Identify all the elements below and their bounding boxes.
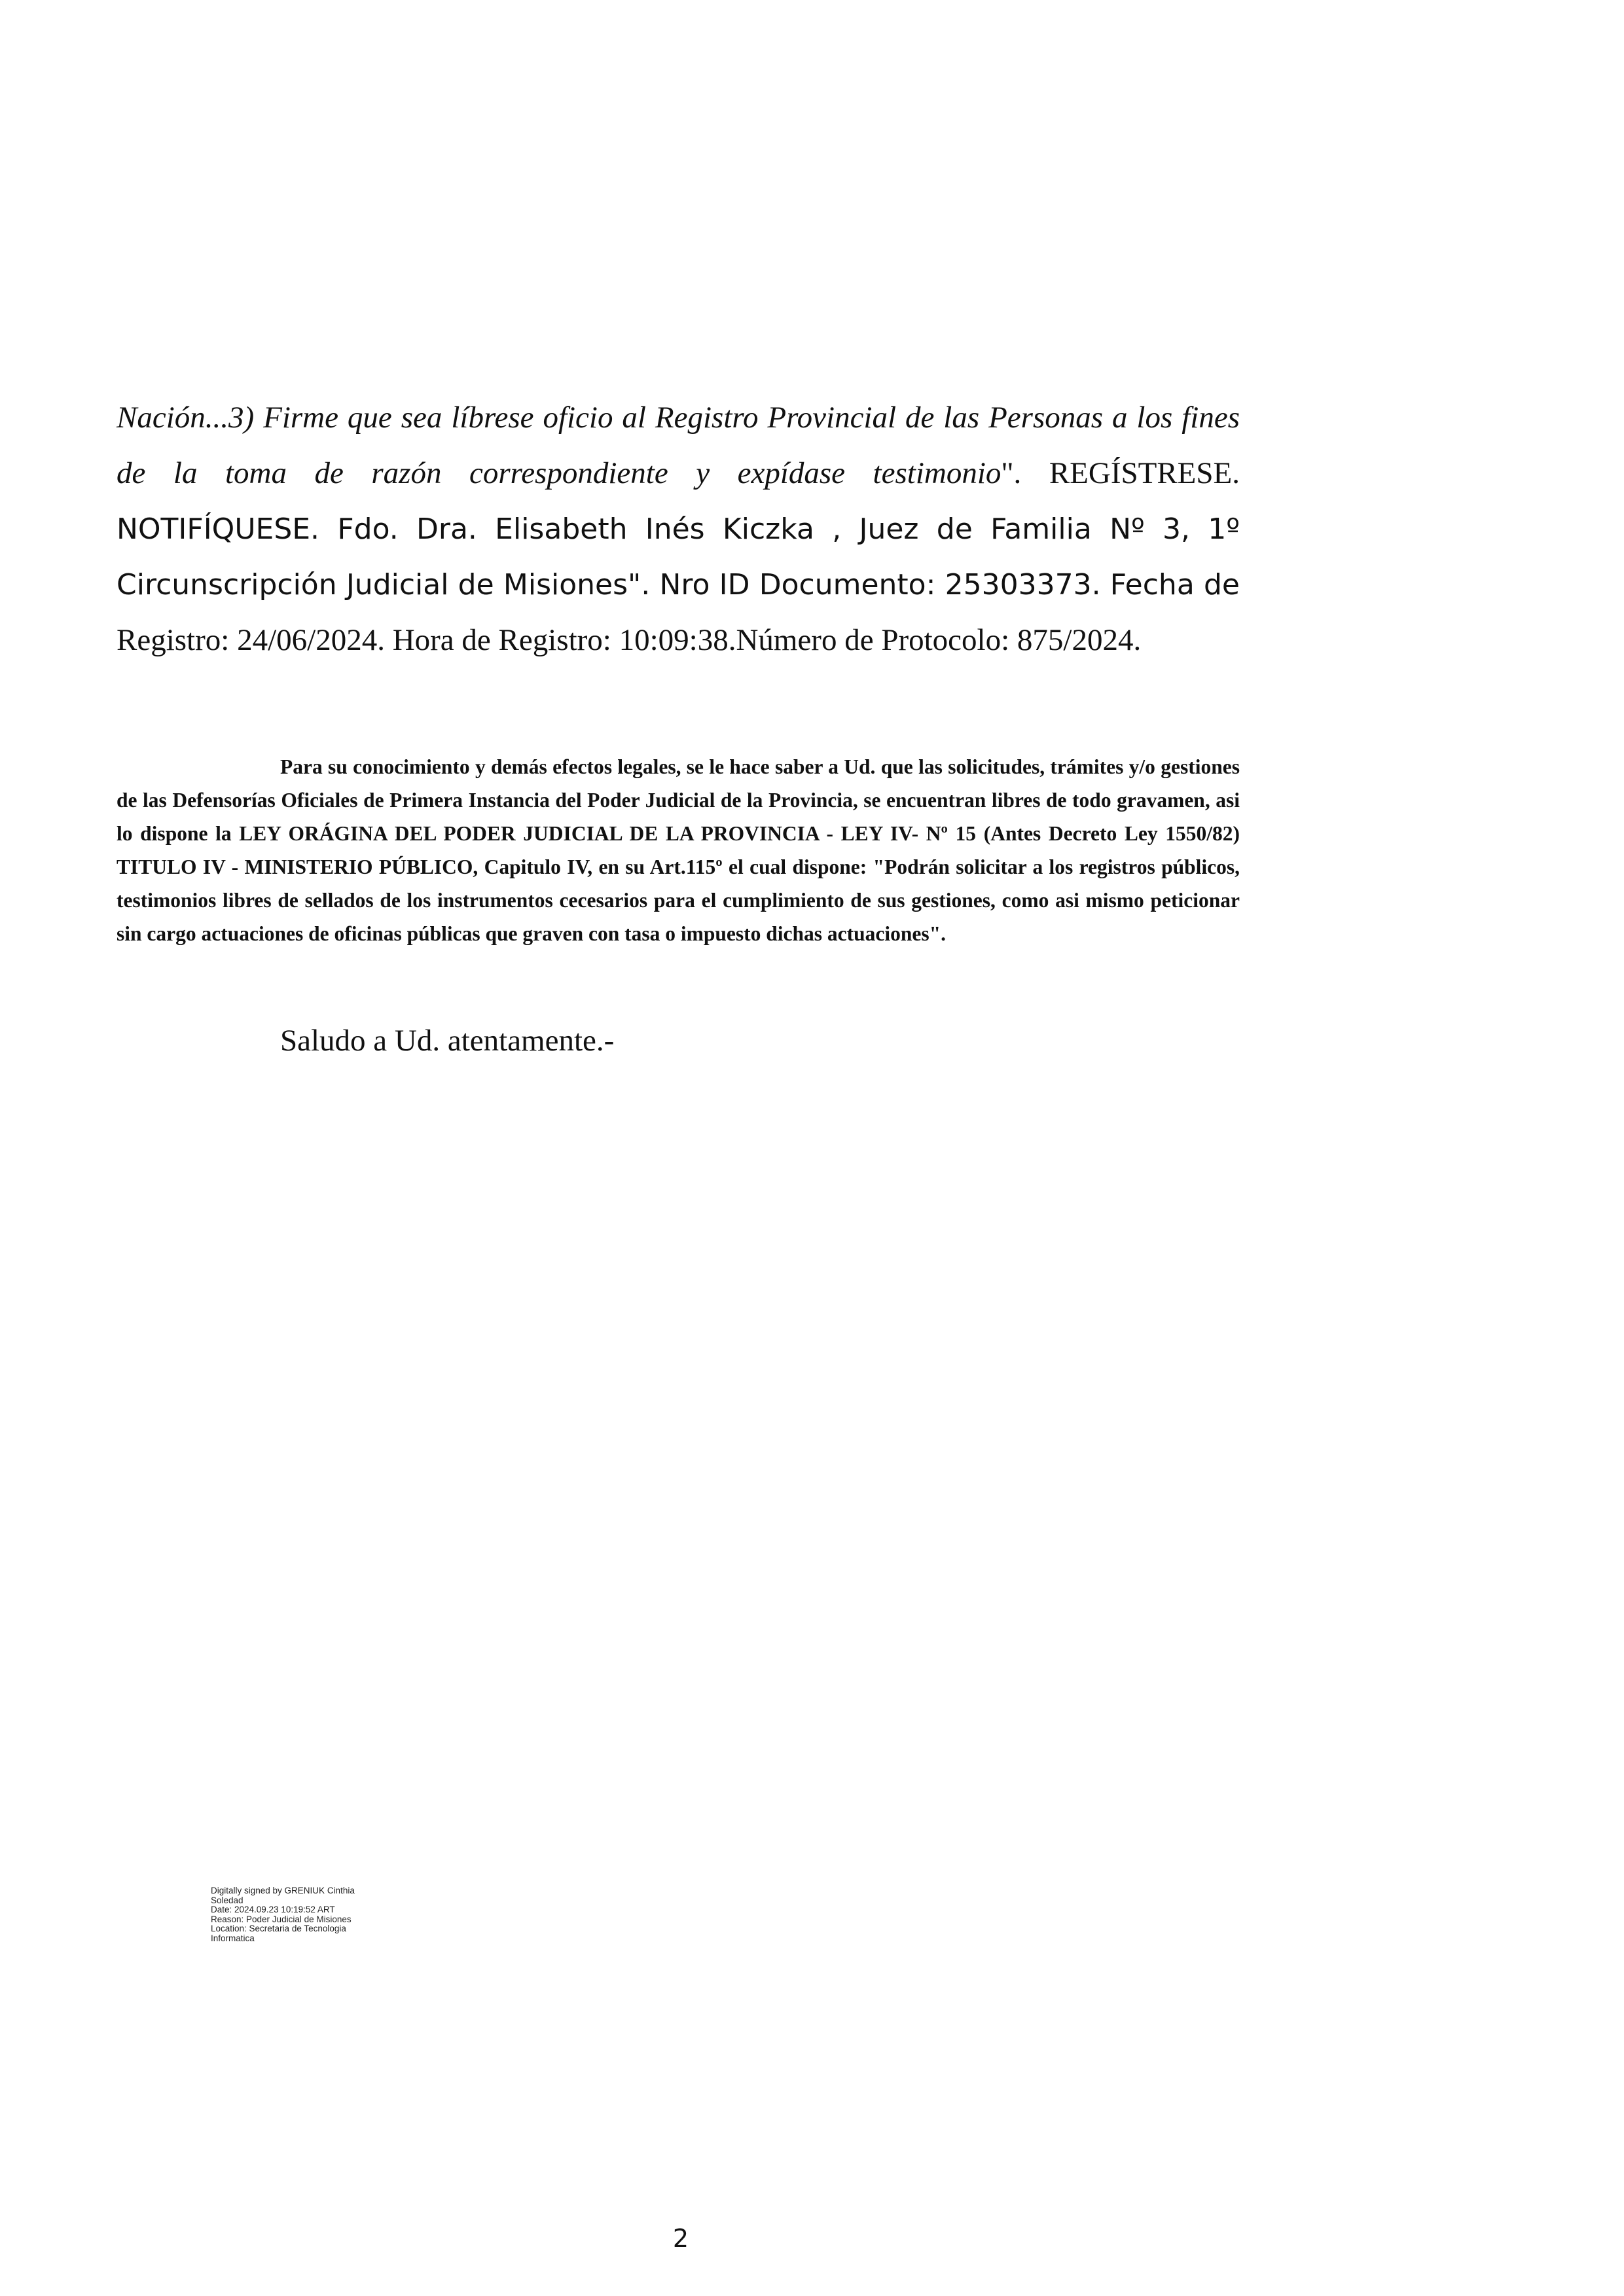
signature-line: Digitally signed by GRENIUK Cinthia: [211, 1886, 355, 1895]
page-number: 2: [672, 2224, 689, 2253]
signature-line: Informatica: [211, 1933, 255, 1943]
legal-notice-paragraph: Para su conocimiento y demás efectos legales, se le hace saber a Ud. que las solicitudes, trámites y/o gestiones de las Defensorías Oficiales de Primera Instancia del Poder Judicial de la Provincia, se encuentran libres de todo gravamen, asi lo dispone la LEY ORÁGINA DEL PODER JUDICIAL DE LA PROVINCIA - LEY IV- Nº 15 (Antes Decreto Ley 1550/82) TITULO IV - MINISTERIO PÚBLICO, Capitulo IV, en su Art.115º el cual dispone: "Podrán solicitar a los registros públicos, testimonios libres de sellados de los instrumentos cecesarios para el cumplimiento de sus gestiones, como asi mismo peticionar sin cargo actuaciones de oficinas públicas que graven con tasa o impuesto dichas actuaciones".: [117, 755, 1240, 945]
resolution-excerpt-paragraph: [117, 390, 1240, 668]
signatory-and-document-text: NOTIFÍQUESE. Fdo. Dra. Elisabeth Inés Kiczka , Juez de Familia Nº 3, 1º Circunscripción Judicial de Misiones". Nro ID Documento: 25303373. Fecha de: [117, 512, 1240, 601]
signature-line: Soledad: [211, 1895, 244, 1905]
quoted-resolution-text: Nación...3) Firme que sea líbrese oficio al Registro Provincial de las Personas a los fines de la toma de razón correspondiente y expídase testimonio: [117, 401, 1240, 490]
signature-line: Reason: Poder Judicial de Misiones: [211, 1914, 352, 1924]
register-text: ". REGÍSTRESE.: [1001, 456, 1240, 490]
signature-line: Date: 2024.09.23 10:19:52 ART: [211, 1905, 335, 1914]
registration-details-text: Registro: 24/06/2024. Hora de Registro: 10:09:38.Número de Protocolo: 875/2024.: [117, 623, 1142, 657]
digital-signature-block: [211, 1886, 407, 1943]
closing-salutation: Saludo a Ud. atentamente.-: [280, 1024, 615, 1058]
signature-line: Location: Secretaria de Tecnologia: [211, 1924, 346, 1933]
